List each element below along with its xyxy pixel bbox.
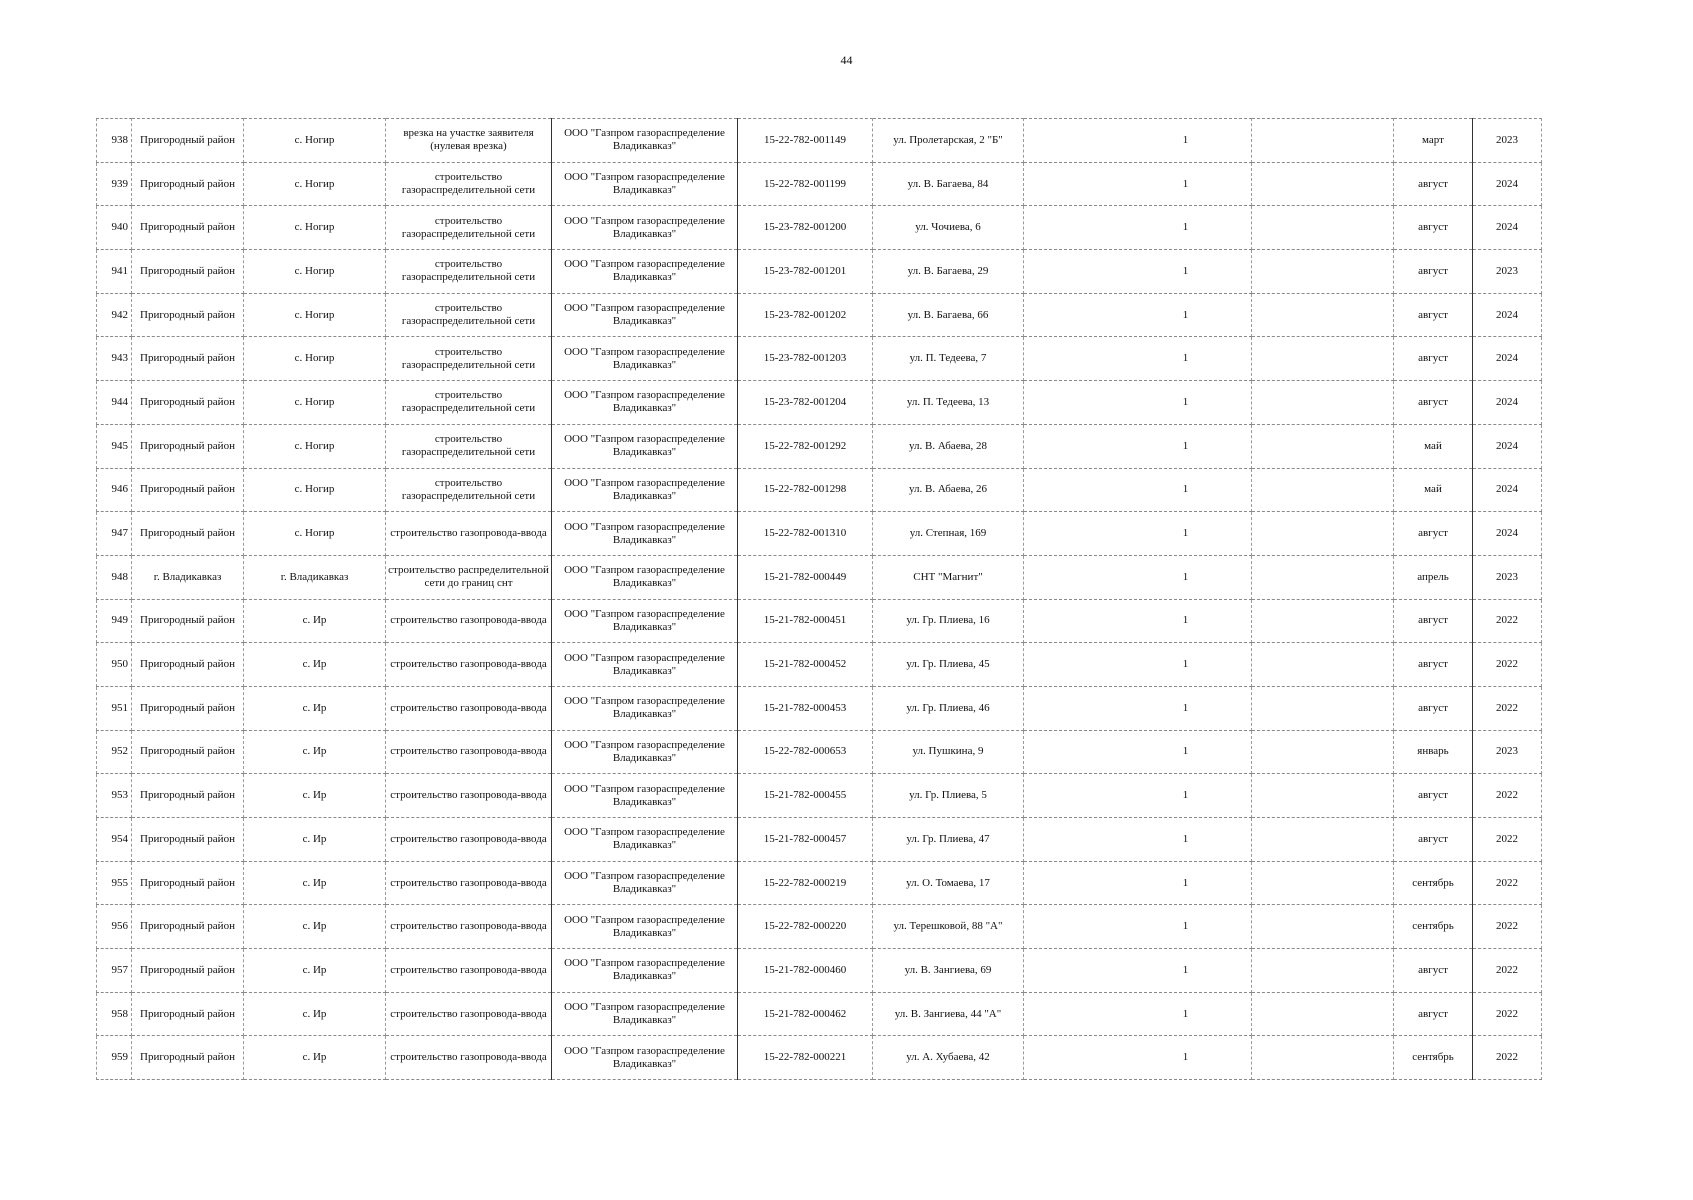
row-number-cell: 949 bbox=[97, 599, 132, 643]
organization-cell: ООО "Газпром газораспределение Владикавказ" bbox=[552, 424, 738, 468]
quantity-value: 1 bbox=[1182, 745, 1189, 758]
row-number-cell: 954 bbox=[97, 818, 132, 862]
table-row bbox=[97, 599, 1542, 643]
quantity-cell bbox=[1024, 905, 1252, 949]
quantity-cell bbox=[1024, 206, 1252, 250]
organization-cell: ООО "Газпром газораспределение Владикавказ" bbox=[552, 512, 738, 556]
address-cell: СНТ "Магнит" bbox=[873, 555, 1024, 599]
table-row bbox=[97, 250, 1542, 294]
quantity-cell bbox=[1024, 381, 1252, 425]
empty-cell bbox=[1252, 861, 1394, 905]
application-code-cell: 15-21-782-000457 bbox=[738, 818, 873, 862]
organization-cell: ООО "Газпром газораспределение Владикавказ" bbox=[552, 643, 738, 687]
month-cell: сентябрь bbox=[1394, 905, 1473, 949]
table-row bbox=[97, 730, 1542, 774]
address-cell: ул. Гр. Плиева, 45 bbox=[873, 643, 1024, 687]
year-cell: 2022 bbox=[1473, 949, 1542, 993]
month-cell: август bbox=[1394, 162, 1473, 206]
row-number-cell: 947 bbox=[97, 512, 132, 556]
month-cell: август bbox=[1394, 512, 1473, 556]
organization-cell: ООО "Газпром газораспределение Владикавказ" bbox=[552, 686, 738, 730]
table-row bbox=[97, 555, 1542, 599]
empty-cell bbox=[1252, 206, 1394, 250]
year-cell: 2024 bbox=[1473, 206, 1542, 250]
quantity-cell bbox=[1024, 949, 1252, 993]
month-cell: август bbox=[1394, 774, 1473, 818]
work-type-cell: строительство распределительной сети до границ снт bbox=[386, 555, 552, 599]
empty-cell bbox=[1252, 818, 1394, 862]
empty-cell bbox=[1252, 512, 1394, 556]
year-cell: 2022 bbox=[1473, 992, 1542, 1036]
district-cell: Пригородный район bbox=[132, 905, 244, 949]
work-type-cell: строительство газораспределительной сети bbox=[386, 381, 552, 425]
address-cell: ул. В. Багаева, 29 bbox=[873, 250, 1024, 294]
application-code-cell: 15-22-782-001310 bbox=[738, 512, 873, 556]
work-type-cell: строительство газопровода-ввода bbox=[386, 643, 552, 687]
year-cell: 2024 bbox=[1473, 337, 1542, 381]
table-row bbox=[97, 774, 1542, 818]
locality-cell: с. Ир bbox=[244, 861, 386, 905]
year-cell: 2022 bbox=[1473, 643, 1542, 687]
application-code-cell: 15-21-782-000462 bbox=[738, 992, 873, 1036]
work-type-cell: строительство газораспределительной сети bbox=[386, 293, 552, 337]
quantity-cell bbox=[1024, 730, 1252, 774]
registry-table bbox=[96, 118, 1542, 1080]
work-type-cell: строительство газораспределительной сети bbox=[386, 468, 552, 512]
organization-cell: ООО "Газпром газораспределение Владикавказ" bbox=[552, 774, 738, 818]
year-cell: 2022 bbox=[1473, 818, 1542, 862]
quantity-value: 1 bbox=[1182, 439, 1189, 452]
table-row bbox=[97, 293, 1542, 337]
month-cell: август bbox=[1394, 599, 1473, 643]
empty-cell bbox=[1252, 686, 1394, 730]
month-cell: май bbox=[1394, 424, 1473, 468]
organization-cell: ООО "Газпром газораспределение Владикавказ" bbox=[552, 905, 738, 949]
year-cell: 2022 bbox=[1473, 1036, 1542, 1080]
district-cell: Пригородный район bbox=[132, 119, 244, 163]
table-row bbox=[97, 992, 1542, 1036]
table-row bbox=[97, 905, 1542, 949]
row-number-cell: 942 bbox=[97, 293, 132, 337]
empty-cell bbox=[1252, 774, 1394, 818]
address-cell: ул. Терешковой, 88 "А" bbox=[873, 905, 1024, 949]
address-cell: ул. Пролетарская, 2 "Б" bbox=[873, 119, 1024, 163]
quantity-cell bbox=[1024, 1036, 1252, 1080]
empty-cell bbox=[1252, 337, 1394, 381]
month-cell: август bbox=[1394, 250, 1473, 294]
organization-cell: ООО "Газпром газораспределение Владикавказ" bbox=[552, 992, 738, 1036]
empty-cell bbox=[1252, 293, 1394, 337]
month-cell: сентябрь bbox=[1394, 861, 1473, 905]
organization-cell: ООО "Газпром газораспределение Владикавказ" bbox=[552, 818, 738, 862]
district-cell: Пригородный район bbox=[132, 1036, 244, 1080]
locality-cell: с. Ир bbox=[244, 686, 386, 730]
locality-cell: с. Ногир bbox=[244, 512, 386, 556]
district-cell: Пригородный район bbox=[132, 206, 244, 250]
quantity-cell bbox=[1024, 512, 1252, 556]
quantity-value: 1 bbox=[1182, 133, 1189, 146]
address-cell: ул. В. Абаева, 26 bbox=[873, 468, 1024, 512]
locality-cell: с. Ир bbox=[244, 905, 386, 949]
address-cell: ул. В. Абаева, 28 bbox=[873, 424, 1024, 468]
address-cell: ул. Пушкина, 9 bbox=[873, 730, 1024, 774]
year-cell: 2024 bbox=[1473, 293, 1542, 337]
row-number-cell: 939 bbox=[97, 162, 132, 206]
row-number-cell: 944 bbox=[97, 381, 132, 425]
year-cell: 2024 bbox=[1473, 468, 1542, 512]
table-row bbox=[97, 861, 1542, 905]
row-number-cell: 955 bbox=[97, 861, 132, 905]
month-cell: август bbox=[1394, 949, 1473, 993]
locality-cell: с. Ир bbox=[244, 774, 386, 818]
quantity-value: 1 bbox=[1182, 920, 1189, 933]
month-cell: август bbox=[1394, 206, 1473, 250]
quantity-cell bbox=[1024, 643, 1252, 687]
quantity-cell bbox=[1024, 686, 1252, 730]
quantity-value: 1 bbox=[1182, 527, 1189, 540]
table-row bbox=[97, 949, 1542, 993]
address-cell: ул. П. Тедеева, 7 bbox=[873, 337, 1024, 381]
quantity-cell bbox=[1024, 599, 1252, 643]
application-code-cell: 15-22-782-001292 bbox=[738, 424, 873, 468]
quantity-value: 1 bbox=[1182, 264, 1189, 277]
organization-cell: ООО "Газпром газораспределение Владикавказ" bbox=[552, 293, 738, 337]
year-cell: 2023 bbox=[1473, 119, 1542, 163]
organization-cell: ООО "Газпром газораспределение Владикавказ" bbox=[552, 949, 738, 993]
locality-cell: г. Владикавказ bbox=[244, 555, 386, 599]
district-cell: Пригородный район bbox=[132, 468, 244, 512]
quantity-value: 1 bbox=[1182, 658, 1189, 671]
quantity-value: 1 bbox=[1182, 876, 1189, 889]
row-number-cell: 951 bbox=[97, 686, 132, 730]
month-cell: август bbox=[1394, 818, 1473, 862]
quantity-value: 1 bbox=[1182, 1051, 1189, 1064]
application-code-cell: 15-21-782-000453 bbox=[738, 686, 873, 730]
month-cell: август bbox=[1394, 381, 1473, 425]
empty-cell bbox=[1252, 1036, 1394, 1080]
locality-cell: с. Ир bbox=[244, 599, 386, 643]
district-cell: Пригородный район bbox=[132, 599, 244, 643]
application-code-cell: 15-22-782-000220 bbox=[738, 905, 873, 949]
district-cell: Пригородный район bbox=[132, 512, 244, 556]
row-number-cell: 941 bbox=[97, 250, 132, 294]
quantity-cell bbox=[1024, 468, 1252, 512]
work-type-cell: строительство газораспределительной сети bbox=[386, 424, 552, 468]
locality-cell: с. Ногир bbox=[244, 293, 386, 337]
address-cell: ул. Гр. Плиева, 47 bbox=[873, 818, 1024, 862]
empty-cell bbox=[1252, 424, 1394, 468]
quantity-value: 1 bbox=[1182, 701, 1189, 714]
work-type-cell: строительство газопровода-ввода bbox=[386, 730, 552, 774]
district-cell: Пригородный район bbox=[132, 250, 244, 294]
organization-cell: ООО "Газпром газораспределение Владикавказ" bbox=[552, 206, 738, 250]
quantity-cell bbox=[1024, 774, 1252, 818]
row-number-cell: 953 bbox=[97, 774, 132, 818]
address-cell: ул. Гр. Плиева, 46 bbox=[873, 686, 1024, 730]
work-type-cell: строительство газопровода-ввода bbox=[386, 774, 552, 818]
empty-cell bbox=[1252, 730, 1394, 774]
address-cell: ул. Чочиева, 6 bbox=[873, 206, 1024, 250]
month-cell: август bbox=[1394, 643, 1473, 687]
district-cell: Пригородный район bbox=[132, 293, 244, 337]
locality-cell: с. Ир bbox=[244, 1036, 386, 1080]
locality-cell: с. Ногир bbox=[244, 206, 386, 250]
month-cell: май bbox=[1394, 468, 1473, 512]
locality-cell: с. Ногир bbox=[244, 337, 386, 381]
locality-cell: с. Ногир bbox=[244, 468, 386, 512]
district-cell: Пригородный район bbox=[132, 424, 244, 468]
locality-cell: с. Ир bbox=[244, 643, 386, 687]
empty-cell bbox=[1252, 599, 1394, 643]
row-number-cell: 940 bbox=[97, 206, 132, 250]
address-cell: ул. В. Багаева, 66 bbox=[873, 293, 1024, 337]
month-cell: сентябрь bbox=[1394, 1036, 1473, 1080]
month-cell: август bbox=[1394, 293, 1473, 337]
locality-cell: с. Ногир bbox=[244, 250, 386, 294]
table-row bbox=[97, 119, 1542, 163]
row-number-cell: 952 bbox=[97, 730, 132, 774]
address-cell: ул. В. Багаева, 84 bbox=[873, 162, 1024, 206]
district-cell: Пригородный район bbox=[132, 949, 244, 993]
locality-cell: с. Ир bbox=[244, 818, 386, 862]
quantity-cell bbox=[1024, 119, 1252, 163]
page-number: 44 bbox=[840, 53, 853, 67]
application-code-cell: 15-23-782-001204 bbox=[738, 381, 873, 425]
empty-cell bbox=[1252, 555, 1394, 599]
row-number-cell: 959 bbox=[97, 1036, 132, 1080]
application-code-cell: 15-22-782-000221 bbox=[738, 1036, 873, 1080]
district-cell: Пригородный район bbox=[132, 730, 244, 774]
organization-cell: ООО "Газпром газораспределение Владикавказ" bbox=[552, 162, 738, 206]
locality-cell: с. Ногир bbox=[244, 381, 386, 425]
row-number-cell: 945 bbox=[97, 424, 132, 468]
row-number-cell: 938 bbox=[97, 119, 132, 163]
address-cell: ул. О. Томаева, 17 bbox=[873, 861, 1024, 905]
month-cell: март bbox=[1394, 119, 1473, 163]
organization-cell: ООО "Газпром газораспределение Владикавказ" bbox=[552, 555, 738, 599]
work-type-cell: строительство газораспределительной сети bbox=[386, 206, 552, 250]
address-cell: ул. Степная, 169 bbox=[873, 512, 1024, 556]
work-type-cell: строительство газопровода-ввода bbox=[386, 992, 552, 1036]
row-number-cell: 946 bbox=[97, 468, 132, 512]
quantity-value: 1 bbox=[1182, 483, 1189, 496]
empty-cell bbox=[1252, 119, 1394, 163]
year-cell: 2024 bbox=[1473, 381, 1542, 425]
year-cell: 2023 bbox=[1473, 730, 1542, 774]
address-cell: ул. А. Хубаева, 42 bbox=[873, 1036, 1024, 1080]
year-cell: 2023 bbox=[1473, 555, 1542, 599]
application-code-cell: 15-23-782-001200 bbox=[738, 206, 873, 250]
application-code-cell: 15-22-782-001149 bbox=[738, 119, 873, 163]
empty-cell bbox=[1252, 162, 1394, 206]
row-number-cell: 948 bbox=[97, 555, 132, 599]
year-cell: 2024 bbox=[1473, 512, 1542, 556]
quantity-value: 1 bbox=[1182, 570, 1189, 583]
empty-cell bbox=[1252, 468, 1394, 512]
empty-cell bbox=[1252, 381, 1394, 425]
month-cell: апрель bbox=[1394, 555, 1473, 599]
month-cell: август bbox=[1394, 992, 1473, 1036]
quantity-value: 1 bbox=[1182, 614, 1189, 627]
address-cell: ул. П. Тедеева, 13 bbox=[873, 381, 1024, 425]
row-number-cell: 958 bbox=[97, 992, 132, 1036]
quantity-cell bbox=[1024, 424, 1252, 468]
organization-cell: ООО "Газпром газораспределение Владикавказ" bbox=[552, 337, 738, 381]
district-cell: г. Владикавказ bbox=[132, 555, 244, 599]
year-cell: 2024 bbox=[1473, 162, 1542, 206]
table-row bbox=[97, 818, 1542, 862]
organization-cell: ООО "Газпром газораспределение Владикавказ" bbox=[552, 1036, 738, 1080]
work-type-cell: строительство газопровода-ввода bbox=[386, 861, 552, 905]
district-cell: Пригородный район bbox=[132, 992, 244, 1036]
work-type-cell: строительство газопровода-ввода bbox=[386, 905, 552, 949]
quantity-value: 1 bbox=[1182, 177, 1189, 190]
registry-table-body bbox=[97, 119, 1542, 1080]
quantity-cell bbox=[1024, 555, 1252, 599]
address-cell: ул. В. Зангиева, 69 bbox=[873, 949, 1024, 993]
empty-cell bbox=[1252, 905, 1394, 949]
application-code-cell: 15-21-782-000449 bbox=[738, 555, 873, 599]
application-code-cell: 15-22-782-000653 bbox=[738, 730, 873, 774]
quantity-cell bbox=[1024, 293, 1252, 337]
district-cell: Пригородный район bbox=[132, 861, 244, 905]
district-cell: Пригородный район bbox=[132, 643, 244, 687]
locality-cell: с. Ир bbox=[244, 992, 386, 1036]
application-code-cell: 15-23-782-001203 bbox=[738, 337, 873, 381]
quantity-value: 1 bbox=[1182, 308, 1189, 321]
application-code-cell: 15-21-782-000452 bbox=[738, 643, 873, 687]
work-type-cell: строительство газораспределительной сети bbox=[386, 337, 552, 381]
organization-cell: ООО "Газпром газораспределение Владикавказ" bbox=[552, 381, 738, 425]
work-type-cell: строительство газопровода-ввода bbox=[386, 949, 552, 993]
quantity-value: 1 bbox=[1182, 1007, 1189, 1020]
work-type-cell: строительство газопровода-ввода bbox=[386, 512, 552, 556]
locality-cell: с. Ногир bbox=[244, 119, 386, 163]
table-row bbox=[97, 686, 1542, 730]
work-type-cell: строительство газопровода-ввода bbox=[386, 1036, 552, 1080]
empty-cell bbox=[1252, 949, 1394, 993]
row-number-cell: 950 bbox=[97, 643, 132, 687]
locality-cell: с. Ир bbox=[244, 949, 386, 993]
row-number-cell: 943 bbox=[97, 337, 132, 381]
year-cell: 2022 bbox=[1473, 905, 1542, 949]
table-row bbox=[97, 468, 1542, 512]
district-cell: Пригородный район bbox=[132, 774, 244, 818]
application-code-cell: 15-22-782-001298 bbox=[738, 468, 873, 512]
district-cell: Пригородный район bbox=[132, 337, 244, 381]
application-code-cell: 15-23-782-001202 bbox=[738, 293, 873, 337]
quantity-value: 1 bbox=[1182, 789, 1189, 802]
quantity-value: 1 bbox=[1182, 963, 1189, 976]
organization-cell: ООО "Газпром газораспределение Владикавказ" bbox=[552, 861, 738, 905]
quantity-cell bbox=[1024, 818, 1252, 862]
table-row bbox=[97, 424, 1542, 468]
address-cell: ул. Гр. Плиева, 5 bbox=[873, 774, 1024, 818]
work-type-cell: врезка на участке заявителя (нулевая врезка) bbox=[386, 119, 552, 163]
locality-cell: с. Ногир bbox=[244, 162, 386, 206]
organization-cell: ООО "Газпром газораспределение Владикавказ" bbox=[552, 250, 738, 294]
row-number-cell: 957 bbox=[97, 949, 132, 993]
row-number-cell: 956 bbox=[97, 905, 132, 949]
year-cell: 2023 bbox=[1473, 250, 1542, 294]
locality-cell: с. Ир bbox=[244, 730, 386, 774]
district-cell: Пригородный район bbox=[132, 818, 244, 862]
work-type-cell: строительство газопровода-ввода bbox=[386, 599, 552, 643]
table-row bbox=[97, 512, 1542, 556]
table-row bbox=[97, 1036, 1542, 1080]
quantity-cell bbox=[1024, 250, 1252, 294]
address-cell: ул. В. Зангиева, 44 "А" bbox=[873, 992, 1024, 1036]
year-cell: 2024 bbox=[1473, 424, 1542, 468]
registry-table-container bbox=[96, 118, 1541, 1080]
month-cell: август bbox=[1394, 337, 1473, 381]
quantity-value: 1 bbox=[1182, 832, 1189, 845]
work-type-cell: строительство газораспределительной сети bbox=[386, 162, 552, 206]
table-row bbox=[97, 162, 1542, 206]
empty-cell bbox=[1252, 992, 1394, 1036]
application-code-cell: 15-23-782-001201 bbox=[738, 250, 873, 294]
quantity-cell bbox=[1024, 861, 1252, 905]
table-row bbox=[97, 643, 1542, 687]
organization-cell: ООО "Газпром газораспределение Владикавказ" bbox=[552, 599, 738, 643]
year-cell: 2022 bbox=[1473, 686, 1542, 730]
empty-cell bbox=[1252, 643, 1394, 687]
quantity-cell bbox=[1024, 337, 1252, 381]
work-type-cell: строительство газопровода-ввода bbox=[386, 818, 552, 862]
application-code-cell: 15-21-782-000451 bbox=[738, 599, 873, 643]
district-cell: Пригородный район bbox=[132, 162, 244, 206]
quantity-value: 1 bbox=[1182, 221, 1189, 234]
month-cell: январь bbox=[1394, 730, 1473, 774]
locality-cell: с. Ногир bbox=[244, 424, 386, 468]
organization-cell: ООО "Газпром газораспределение Владикавказ" bbox=[552, 730, 738, 774]
quantity-cell bbox=[1024, 162, 1252, 206]
month-cell: август bbox=[1394, 686, 1473, 730]
work-type-cell: строительство газопровода-ввода bbox=[386, 686, 552, 730]
year-cell: 2022 bbox=[1473, 599, 1542, 643]
organization-cell: ООО "Газпром газораспределение Владикавказ" bbox=[552, 468, 738, 512]
application-code-cell: 15-22-782-000219 bbox=[738, 861, 873, 905]
empty-cell bbox=[1252, 250, 1394, 294]
organization-cell: ООО "Газпром газораспределение Владикавказ" bbox=[552, 119, 738, 163]
quantity-cell bbox=[1024, 992, 1252, 1036]
district-cell: Пригородный район bbox=[132, 381, 244, 425]
year-cell: 2022 bbox=[1473, 774, 1542, 818]
work-type-cell: строительство газораспределительной сети bbox=[386, 250, 552, 294]
quantity-value: 1 bbox=[1182, 352, 1189, 365]
address-cell: ул. Гр. Плиева, 16 bbox=[873, 599, 1024, 643]
table-row bbox=[97, 337, 1542, 381]
application-code-cell: 15-22-782-001199 bbox=[738, 162, 873, 206]
table-row bbox=[97, 381, 1542, 425]
district-cell: Пригородный район bbox=[132, 686, 244, 730]
application-code-cell: 15-21-782-000455 bbox=[738, 774, 873, 818]
quantity-value: 1 bbox=[1182, 395, 1189, 408]
application-code-cell: 15-21-782-000460 bbox=[738, 949, 873, 993]
year-cell: 2022 bbox=[1473, 861, 1542, 905]
table-row bbox=[97, 206, 1542, 250]
